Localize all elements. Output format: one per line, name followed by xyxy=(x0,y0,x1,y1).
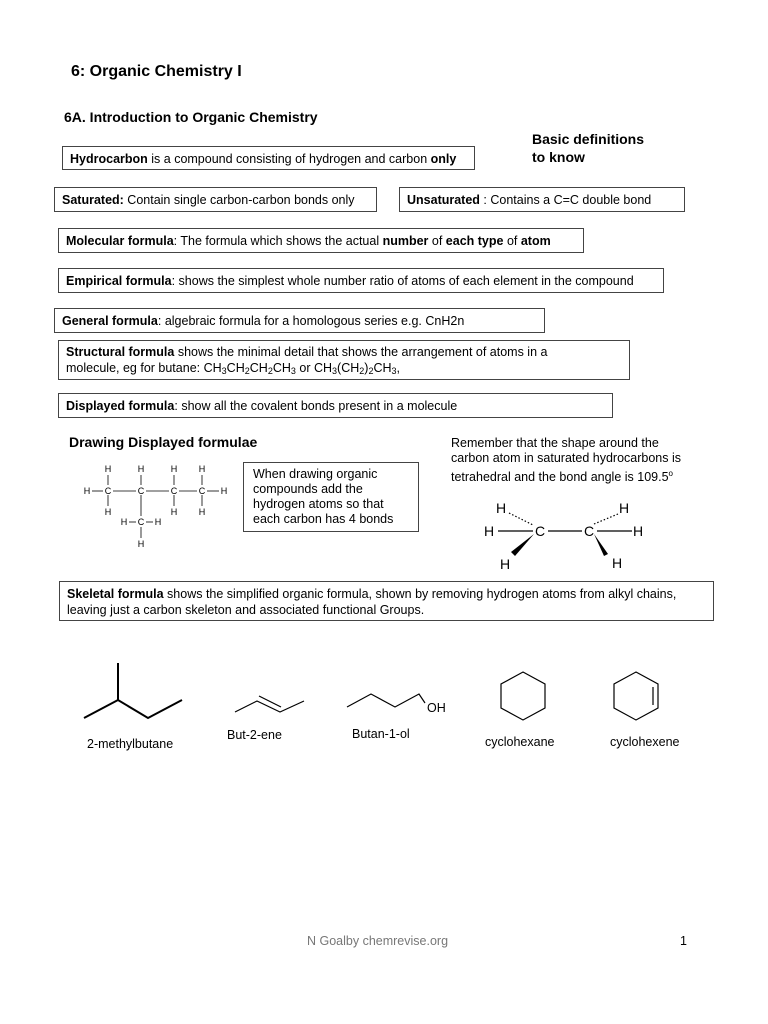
general-formula-definition: General formula: algebraic formula for a homologous series e.g. CnH2n xyxy=(54,308,545,333)
butane-displayed-formula xyxy=(75,460,240,552)
svg-text:H: H xyxy=(154,517,162,527)
section-heading: 6A. Introduction to Organic Chemistry xyxy=(64,109,318,125)
molecule-name: Butan-1-ol xyxy=(352,727,410,741)
svg-text:C: C xyxy=(137,517,145,527)
displayed-formula-definition: Displayed formula: show all the covalent bonds present in a molecule xyxy=(58,393,613,418)
molecule-name: 2-methylbutane xyxy=(87,737,174,751)
hydroxyl-label: OH xyxy=(427,701,446,715)
svg-text:C: C xyxy=(583,523,595,539)
2-methylbutane-skeletal xyxy=(80,660,190,722)
svg-text:H: H xyxy=(220,486,228,496)
unsaturated-definition: Unsaturated : Contains a C=C double bond xyxy=(399,187,685,212)
svg-text:H: H xyxy=(499,556,511,572)
basic-definitions-heading: Basic definitions to know xyxy=(532,131,645,165)
svg-text:H: H xyxy=(632,523,644,539)
molecule-name: But-2-ene xyxy=(227,728,282,742)
page-number: 1 xyxy=(680,934,687,948)
but-2-ene-skeletal xyxy=(233,692,308,716)
svg-text:H: H xyxy=(137,464,145,474)
svg-text:C: C xyxy=(104,486,112,496)
empirical-formula-definition: Empirical formula: shows the simplest whole number ratio of atoms of each element in the compound xyxy=(58,268,664,293)
ethane-3d-structure xyxy=(478,494,653,574)
svg-text:H: H xyxy=(137,539,145,549)
molecule-name: cyclohexene xyxy=(610,735,680,749)
cyclohexane-skeletal xyxy=(496,670,551,722)
svg-text:H: H xyxy=(618,500,630,516)
svg-text:H: H xyxy=(104,464,112,474)
svg-text:H: H xyxy=(170,507,178,517)
molecular-formula-definition: Molecular formula: The formula which shows the actual number of each type of atom xyxy=(58,228,584,253)
saturated-definition: Saturated: Contain single carbon-carbon bonds only xyxy=(54,187,377,212)
molecule-name: cyclohexane xyxy=(485,735,555,749)
svg-text:H: H xyxy=(495,500,507,516)
cyclohexene-skeletal xyxy=(609,670,664,722)
tetrahedral-note: Remember that the shape around the carbon atom in saturated hydrocarbons is tetrahedral and the bond angle is 109.5$^o$ xyxy=(451,436,681,485)
svg-text:C: C xyxy=(137,486,145,496)
svg-text:C: C xyxy=(198,486,206,496)
drawing-heading: Drawing Displayed formulae xyxy=(69,434,258,450)
structural-formula-definition: Structural formula shows the minimal detail that shows the arrangement of atoms in a molecule, eg for butane: $CH_3CH_2CH_2CH_3$ or $CH_3(CH_2)_2CH_3$, xyxy=(58,340,630,380)
svg-text:C: C xyxy=(170,486,178,496)
hydrocarbon-definition: Hydrocarbon is a compound consisting of hydrogen and carbon only xyxy=(62,146,475,170)
svg-text:H: H xyxy=(170,464,178,474)
svg-text:H: H xyxy=(198,464,206,474)
svg-text:H: H xyxy=(198,507,206,517)
butan-1-ol-skeletal xyxy=(345,682,450,717)
svg-text:H: H xyxy=(483,523,495,539)
svg-text:C: C xyxy=(534,523,546,539)
svg-text:H: H xyxy=(104,507,112,517)
page-title: 6: Organic Chemistry I xyxy=(71,63,242,80)
skeletal-formula-definition: Skeletal formula shows the simplified organic formula, shown by removing hydrogen atoms from alkyl chains, leaving just a carbon skeleton and associated functional Groups. xyxy=(59,581,714,621)
hydrogen-note-box: When drawing organic compounds add the hydrogen atoms so that each carbon has 4 bonds xyxy=(243,462,419,532)
svg-text:H: H xyxy=(83,486,91,496)
svg-text:H: H xyxy=(120,517,128,527)
svg-text:H: H xyxy=(611,555,623,571)
footer-credit: N Goalby chemrevise.org xyxy=(307,934,449,948)
